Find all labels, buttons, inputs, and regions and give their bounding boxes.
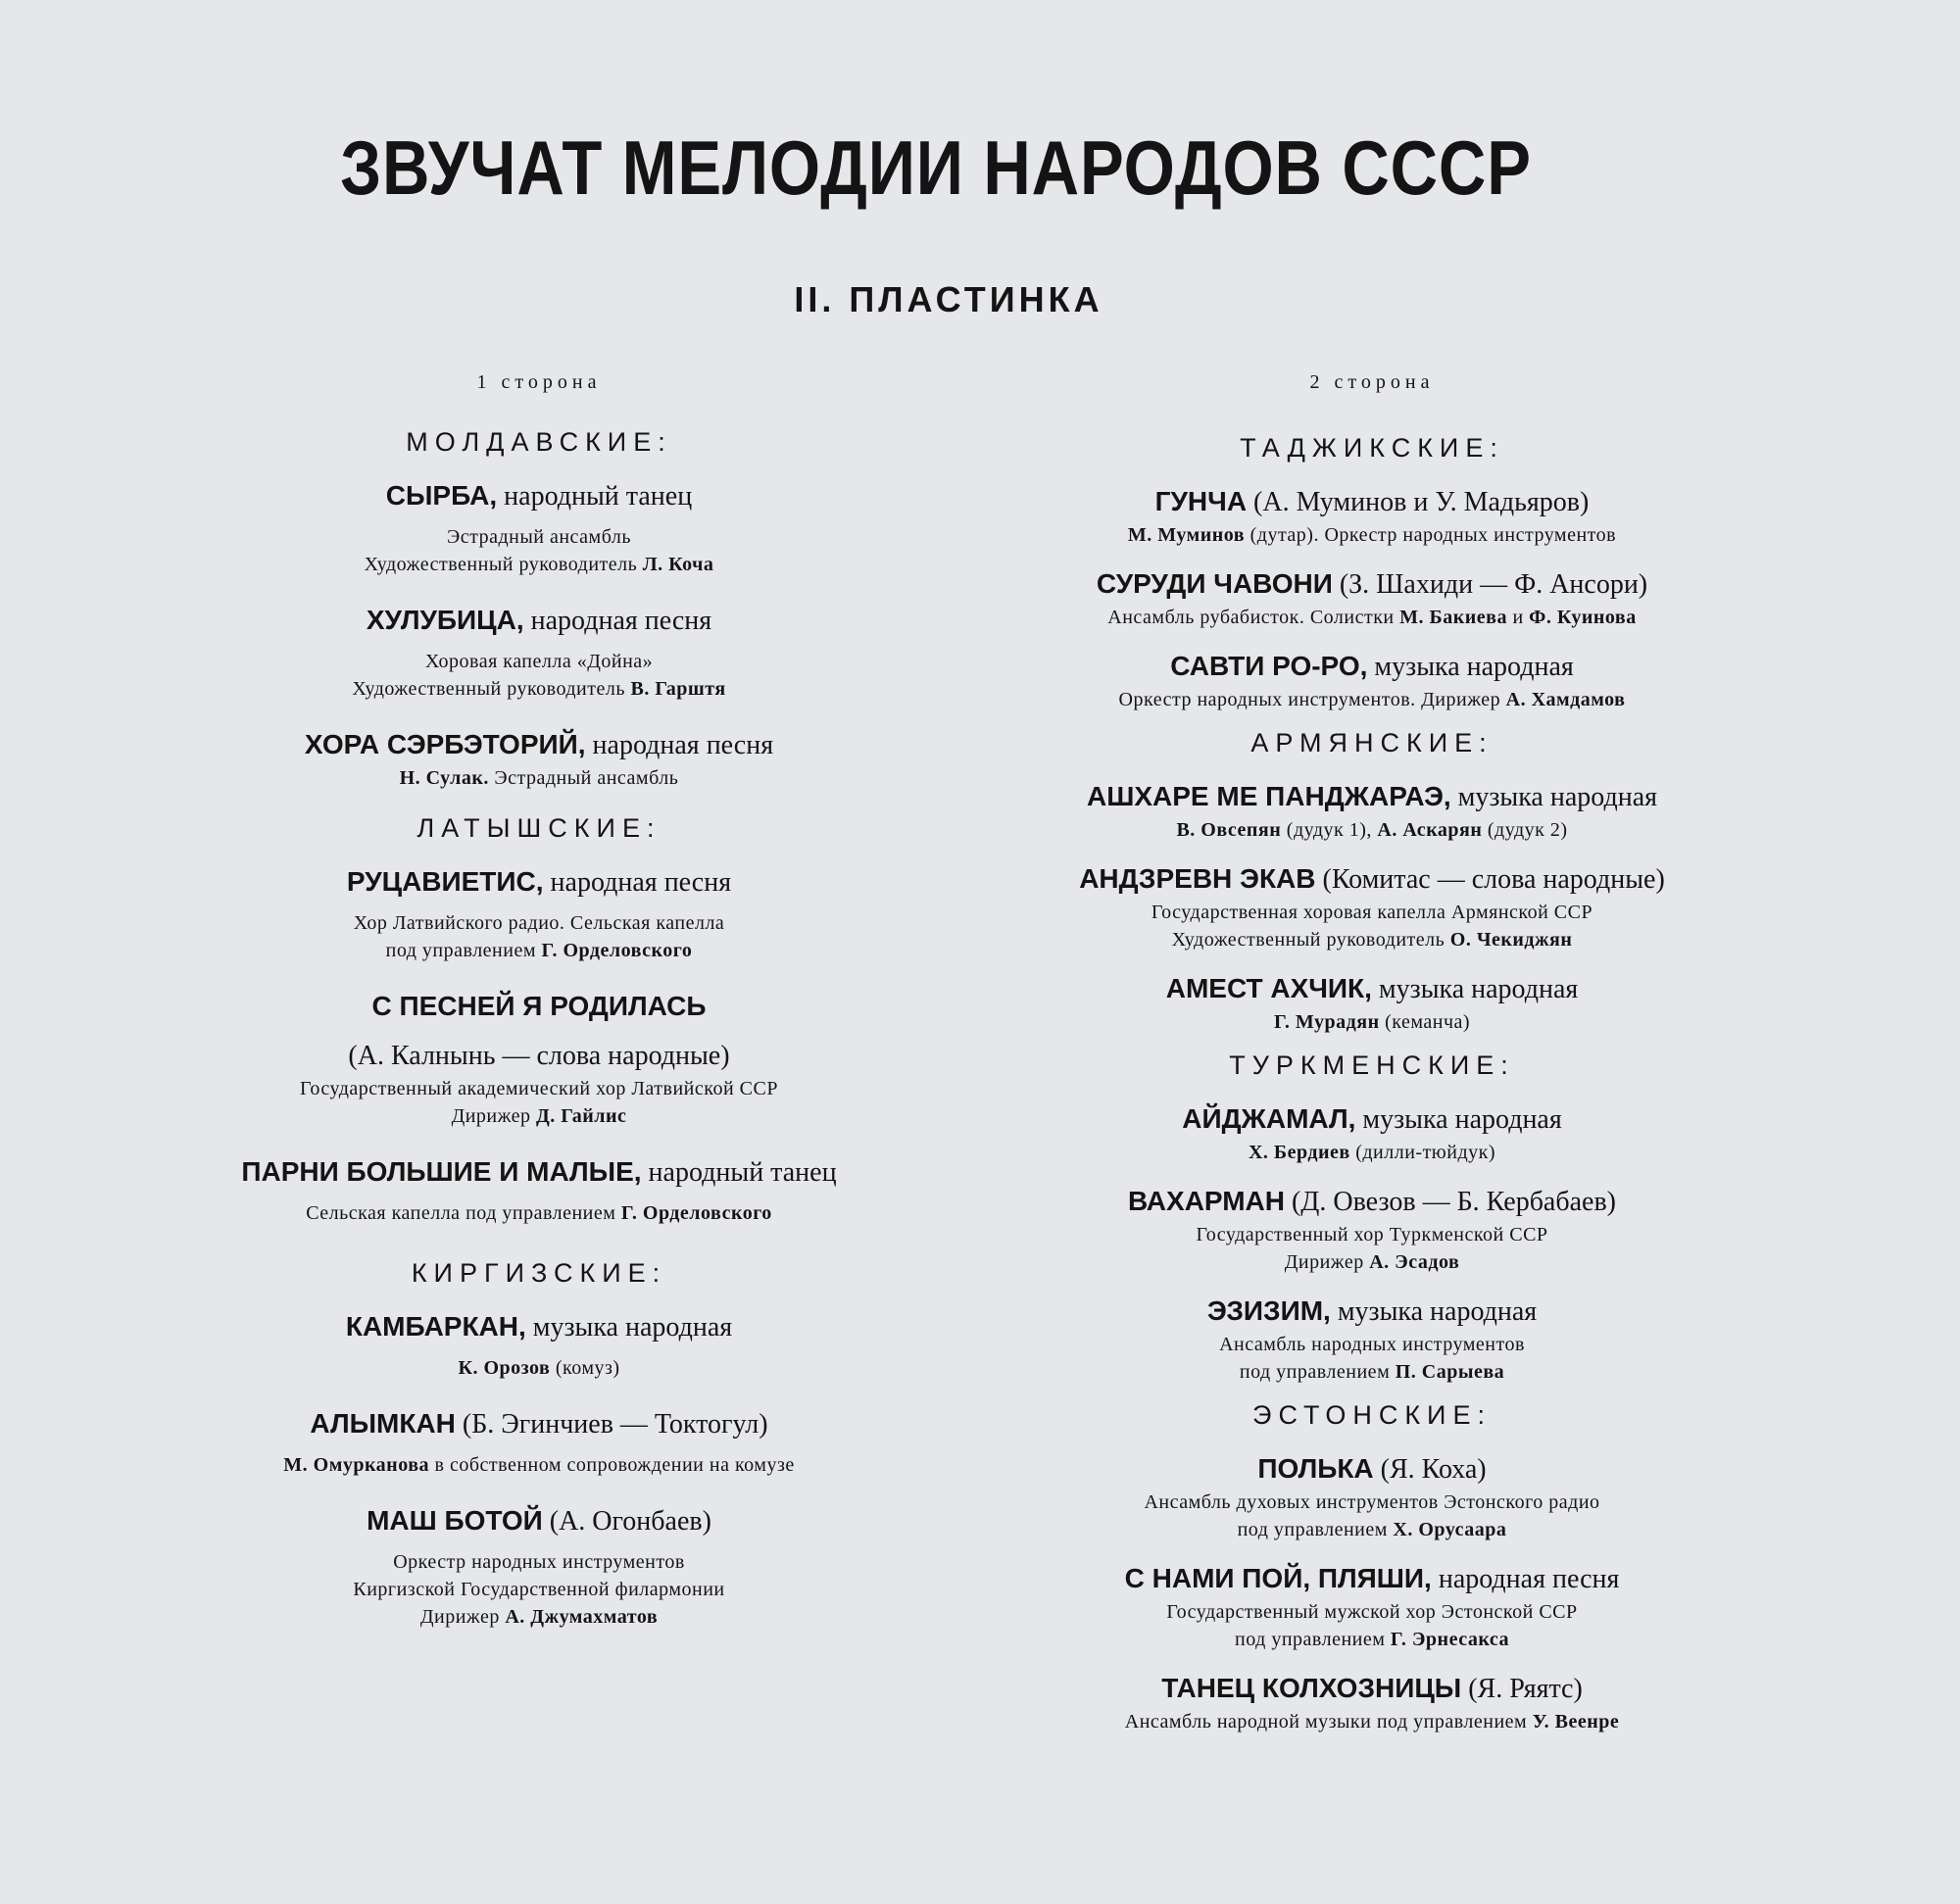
track-andzrevn-ekav xyxy=(990,860,1754,953)
performer-name: А. Аскарян xyxy=(1377,819,1483,841)
track-subtitle: народная песня xyxy=(1438,1564,1620,1594)
track-name: С НАМИ ПОЙ, ПЛЯШИ, xyxy=(1124,1563,1432,1593)
performer-name: М. Омурканова xyxy=(283,1454,430,1476)
track-name: ПОЛЬКА xyxy=(1257,1453,1374,1484)
track-name: СЫРБА, xyxy=(385,480,498,511)
track-credit: под управлением xyxy=(1235,1629,1386,1650)
track-credit: Ансамбль духовых инструментов Эстонского радио xyxy=(1144,1491,1600,1513)
group-title-kyrgyz: КИРГИЗСКИЕ: xyxy=(411,1258,667,1288)
track-ashkhare xyxy=(990,778,1754,844)
track-name: АЙДЖАМАЛ, xyxy=(1182,1103,1356,1134)
track-credit: Художественный руководитель xyxy=(1171,929,1446,951)
track-credit: в собственном сопровождении на комузе xyxy=(434,1454,795,1476)
track-credit: (дутар). Оркестр народных инструментов xyxy=(1250,524,1617,546)
track-rutsavietis xyxy=(147,863,931,964)
track-subtitle: музыка народная xyxy=(1337,1296,1538,1327)
track-subtitle: (А. Огонбаев) xyxy=(549,1506,711,1537)
track-name: РУЦАВИЕТИС, xyxy=(346,866,544,897)
track-name: ХУЛУБИЦА, xyxy=(366,605,524,635)
track-name: АЛЫМКАН xyxy=(310,1408,456,1439)
track-subtitle: (Д. Овезов — Б. Кербабаев) xyxy=(1291,1187,1617,1217)
track-savti-ro-ro xyxy=(990,648,1754,713)
track-name: МАШ БОТОЙ xyxy=(367,1505,543,1536)
side-2-column xyxy=(990,372,1754,1752)
track-s-nami-poi xyxy=(990,1560,1754,1653)
track-subtitle: (А. Муминов и У. Мадьяров) xyxy=(1253,487,1590,517)
track-tanets-kolkhoznitsy xyxy=(990,1670,1754,1735)
track-credit: Эстрадный ансамбль xyxy=(494,767,679,789)
performer-name: Х. Орусаара xyxy=(1393,1519,1507,1540)
performer-name: О. Чекиджян xyxy=(1449,929,1573,951)
track-credit: Государственная хоровая капелла Армянской ССР xyxy=(1151,902,1593,923)
performer-name: Г. Орделовского xyxy=(620,1202,772,1224)
track-credit: Дирижер xyxy=(419,1606,500,1628)
track-credit: Хор Латвийского радио. Сельская капелла xyxy=(353,912,725,934)
track-credit: (дудук 2) xyxy=(1487,819,1568,841)
track-name: ГУНЧА xyxy=(1154,486,1248,516)
track-subtitle: музыка народная xyxy=(1457,782,1657,812)
track-name: АШХАРЕ МЕ ПАНДЖАРАЭ, xyxy=(1087,781,1451,811)
performer-name: Г. Эрнесакса xyxy=(1390,1629,1509,1650)
track-subtitle: народный танец xyxy=(648,1157,837,1188)
track-syrba xyxy=(147,477,931,578)
track-name: ЭЗИЗИМ, xyxy=(1206,1295,1331,1326)
performer-name: В. Овсепян xyxy=(1176,819,1282,841)
track-subtitle: (Комитас — слова народные) xyxy=(1322,864,1665,895)
track-credit: и xyxy=(1512,607,1524,628)
performer-name: Н. Сулак. xyxy=(399,767,489,789)
track-name: АМЕСТ АХЧИК, xyxy=(1165,973,1372,1003)
track-credit: Государственный хор Туркменской ССР xyxy=(1196,1224,1548,1245)
track-credit: Ансамбль народных инструментов xyxy=(1219,1334,1525,1355)
track-credit: Художественный руководитель xyxy=(352,678,625,700)
track-credit: Художественный руководитель xyxy=(364,554,638,575)
track-credit: (дудук 1), xyxy=(1286,819,1372,841)
track-name: АНДЗРЕВН ЭКАВ xyxy=(1079,863,1316,894)
performer-name: Ф. Куинова xyxy=(1529,607,1637,628)
track-credit: Государственный академический хор Латвийской ССР xyxy=(300,1078,778,1099)
track-credit: Оркестр народных инструментов. Дирижер xyxy=(1118,689,1501,710)
performer-name: Х. Бердиев xyxy=(1248,1142,1350,1163)
track-credit: под управлением xyxy=(385,940,536,961)
track-credit: Ансамбль рубабисток. Солистки xyxy=(1107,607,1395,628)
track-alymkan xyxy=(147,1405,931,1479)
track-credit: (кеманча) xyxy=(1385,1011,1471,1033)
track-surudi-chavoni xyxy=(990,565,1754,631)
performer-name: К. Орозов xyxy=(458,1357,551,1379)
performer-name: М. Муминов xyxy=(1127,524,1246,546)
track-kambarkan xyxy=(147,1308,931,1382)
track-credit: Хоровая капелла «Дойна» xyxy=(424,651,654,672)
group-title-tajik: ТАДЖИКСКИЕ: xyxy=(1240,433,1504,463)
group-title-turkmen: ТУРКМЕНСКИЕ: xyxy=(1229,1050,1515,1080)
track-name: С ПЕСНЕЙ Я РОДИЛАСЬ xyxy=(371,991,707,1021)
track-name: САВТИ РО-РО, xyxy=(1170,651,1368,681)
track-aidzhamal xyxy=(990,1100,1754,1166)
group-title-latvian: ЛАТЫШСКИЕ: xyxy=(416,813,662,843)
track-subtitle: народная песня xyxy=(592,730,774,760)
track-polka xyxy=(990,1450,1754,1543)
record-subtitle: II. ПЛАСТИНКА xyxy=(794,279,1103,319)
track-credit: Дирижер xyxy=(451,1105,531,1127)
track-subtitle: (Я. Коха) xyxy=(1380,1454,1487,1485)
track-credit: под управлением xyxy=(1237,1519,1388,1540)
track-subtitle: музыка народная xyxy=(1374,652,1574,682)
track-subtitle: (А. Калнынь — слова народные) xyxy=(348,1041,730,1071)
side-2-label: 2 сторона xyxy=(1309,371,1435,393)
track-name: ВАХАРМАН xyxy=(1127,1186,1285,1216)
track-credit: Эстрадный ансамбль xyxy=(447,526,631,548)
track-name: ТАНЕЦ КОЛХОЗНИЦЫ xyxy=(1161,1673,1462,1703)
side-1-column xyxy=(147,372,931,1654)
track-credit: (дилли-тюйдук) xyxy=(1355,1142,1496,1163)
track-credit: Государственный мужской хор Эстонской ССР xyxy=(1166,1601,1578,1623)
performer-name: У. Веенре xyxy=(1532,1711,1620,1733)
group-title-estonian: ЭСТОНСКИЕ: xyxy=(1252,1400,1492,1430)
track-credit: Дирижер xyxy=(1284,1251,1364,1273)
group-title-armenian: АРМЯНСКИЕ: xyxy=(1250,728,1494,757)
track-hora-serbetorii xyxy=(147,726,931,792)
track-credit: Киргизской Государственной филармонии xyxy=(353,1579,725,1600)
side-1-label: 1 сторона xyxy=(476,371,602,393)
track-credit: (комуз) xyxy=(555,1357,620,1379)
track-vakharman xyxy=(990,1183,1754,1276)
track-credit: Ансамбль народной музыки под управлением xyxy=(1124,1711,1528,1733)
page-title: ЗВУЧАТ МЕЛОДИИ НАРОДОВ СССР xyxy=(340,124,1532,211)
performer-name: В. Гарштя xyxy=(630,678,726,700)
performer-name: П. Сарыева xyxy=(1395,1361,1505,1383)
track-name: ПАРНИ БОЛЬШИЕ И МАЛЫЕ, xyxy=(241,1156,642,1187)
track-subtitle: народная песня xyxy=(550,867,732,898)
track-subtitle: народный танец xyxy=(504,481,693,512)
performer-name: Л. Коча xyxy=(642,554,714,575)
track-amest-akhchik xyxy=(990,970,1754,1036)
performer-name: А. Эсадов xyxy=(1369,1251,1460,1273)
track-subtitle: (З. Шахиди — Ф. Ансори) xyxy=(1339,569,1648,600)
track-name: КАМБАРКАН, xyxy=(345,1311,526,1342)
performer-name: Г. Орделовского xyxy=(541,940,693,961)
track-subtitle: музыка народная xyxy=(1378,974,1579,1004)
track-subtitle: (Б. Эгинчиев — Токтогул) xyxy=(462,1409,768,1440)
track-hulubitsa xyxy=(147,602,931,703)
track-credit: Оркестр народных инструментов xyxy=(393,1551,685,1573)
group-title-moldavian: МОЛДАВСКИЕ: xyxy=(406,427,672,457)
performer-name: А. Джумахматов xyxy=(505,1606,659,1628)
track-credit: Сельская капелла под управлением xyxy=(306,1202,616,1224)
track-subtitle: музыка народная xyxy=(1362,1104,1562,1135)
performer-name: А. Хамдамов xyxy=(1505,689,1626,710)
track-credit: под управлением xyxy=(1239,1361,1391,1383)
track-mash-botoi xyxy=(147,1502,931,1631)
track-subtitle: (Я. Ряятс) xyxy=(1468,1674,1583,1704)
track-parni xyxy=(147,1153,931,1227)
track-guncha xyxy=(990,483,1754,549)
track-ezizim xyxy=(990,1293,1754,1386)
track-subtitle: народная песня xyxy=(530,606,712,636)
performer-name: Д. Гайлис xyxy=(536,1105,627,1127)
track-name: ХОРА СЭРБЭТОРИЙ, xyxy=(304,729,586,759)
track-subtitle: музыка народная xyxy=(532,1312,733,1343)
track-name: СУРУДИ ЧАВОНИ xyxy=(1096,568,1333,599)
performer-name: Г. Мурадян xyxy=(1273,1011,1380,1033)
track-s-pesnei xyxy=(147,988,931,1130)
performer-name: М. Бакиева xyxy=(1399,607,1507,628)
